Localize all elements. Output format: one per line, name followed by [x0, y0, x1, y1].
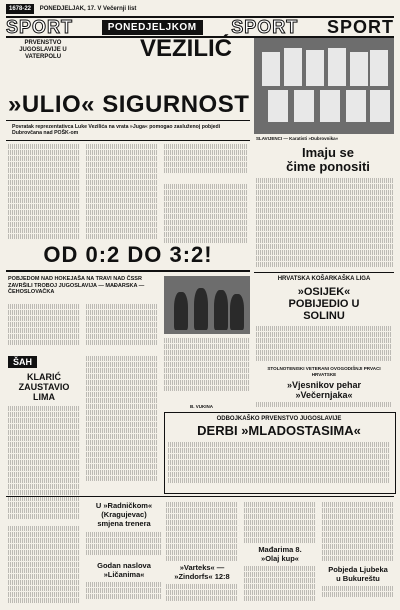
derbi-text: [168, 442, 390, 488]
hokej-text-col2: [86, 304, 158, 350]
derbi-kicker: ODBOJKAŠKO PRVENSTVO JUGOSLAVIJE: [216, 416, 342, 422]
masthead-word-left: SPORT: [6, 17, 74, 37]
karate-title-2: čime ponositi: [286, 159, 370, 174]
madarima-title-2: »Olaj kup«: [261, 554, 299, 563]
vezilic-text-col1: [8, 144, 80, 240]
kosarka-title-2: POBIJEDIO U: [288, 298, 360, 310]
ljubeka-title-1: Pobjeda Ljubeka: [328, 565, 388, 574]
divider: [6, 270, 250, 272]
masthead-section: PONEDJELJKOM: [102, 20, 203, 35]
vezilic-kicker: PRVENSTVO JUGOSLAVIJE U VATERPOLU: [19, 40, 67, 60]
vartek-title-2: »Zindorfs« 12:8: [174, 572, 230, 581]
radnicki-text: [86, 532, 162, 560]
kosarka-text: [256, 326, 392, 362]
page-number: 1678-22: [6, 4, 34, 14]
godan-title-2: »Ličanima«: [103, 570, 145, 579]
divider: [6, 120, 250, 121]
masthead-word-right1: SPORT: [231, 17, 299, 37]
vezilic-text-col2: [86, 144, 158, 240]
derbi-title: DERBI »MLADOSTASIMA«: [197, 423, 361, 438]
sah-title-3: LIMA: [33, 392, 55, 402]
vezilic-lead: Povratak reprezentativca Luke Vezilića na vrata »Juga« pomogao zasluženoj pobjedi Dubrovčana nad POŠK-om: [12, 124, 221, 136]
standings-table: [164, 176, 248, 236]
madarima-text-2: [244, 566, 316, 604]
hokej-text-col4: [86, 356, 158, 484]
madarima-text-1: [244, 502, 316, 544]
karate-text: [256, 178, 394, 268]
hokej-text-col3: [164, 338, 250, 398]
top-bar: [6, 4, 394, 14]
ljubeka-title-2: u Bukureštu: [336, 574, 380, 583]
divider: [6, 140, 250, 141]
kosarka-title-1: »OSIJEK«: [297, 286, 351, 298]
score-headline: OD 0:2 DO 3:2!: [43, 242, 213, 267]
signature: B. VUKINA: [190, 404, 214, 409]
vartek-text-1: [166, 502, 238, 562]
vezilic-subtitle: »ULIO« SIGURNOST: [8, 91, 250, 118]
vezilic-text-col3: [164, 144, 248, 174]
godan-title-1: Godan naslova: [97, 561, 151, 570]
karate-title-1: Imaju se: [301, 145, 355, 160]
dateline: PONEDJELJAK, 17. V Večernji list: [39, 6, 137, 12]
veterani-kicker: STOLNOTENISKI VETERANI OVOGODIŠNJI PRVACI HRVATSKE: [267, 366, 381, 377]
divider: [6, 496, 394, 497]
divider: [254, 272, 394, 273]
karate-team-photo: [254, 38, 394, 134]
veterani-title-1: »Vjesnikov pehar: [286, 380, 362, 390]
radnicki-title-2: (Kragujevac): [101, 510, 147, 519]
sah-title-2: ZAUSTAVIO: [18, 382, 70, 392]
sah-label: ŠAH: [8, 356, 37, 368]
radnicki-title-3: smjena trenera: [97, 519, 151, 528]
sah-text: [8, 406, 80, 522]
hokej-text-col1: [8, 304, 80, 350]
sah-text-cont: [8, 526, 80, 604]
madarima-title-1: Mađarima 8.: [258, 545, 302, 554]
veterani-text: [256, 402, 392, 410]
kosarka-kicker: HRVATSKA KOŠARKAŠKA LIGA: [277, 276, 371, 282]
vartek-text-2: [166, 584, 238, 604]
vartek-title-1: »Varteks« —: [179, 563, 225, 572]
veterani-title-2: »Večernjaka«: [295, 390, 353, 400]
hokej-photo: [164, 276, 250, 334]
sah-title-1: KLARIĆ: [27, 372, 61, 382]
kosarka-title-3: SOLINU: [303, 310, 345, 322]
vezilic-title: VEZILIĆ: [140, 35, 233, 62]
masthead-word-right2: SPORT: [326, 17, 394, 37]
radnicki-title-1: U »Radničkom«: [95, 501, 153, 510]
ljubeka-text-2: [322, 586, 394, 604]
ljubeka-text-1: [322, 502, 394, 564]
godan-text: [86, 582, 162, 604]
karate-caption: SLAVIJENCI — Karatisti »Dubrovnika«: [256, 136, 339, 141]
hokej-title: POBJEDOM NAD HOKEJAŠA NA TRAVI NAD ČSSR ZAVRŠILI TROBOJ JUGOSLAVIJA — MAĐARSKA — ČEHOSLOVAČKA: [8, 276, 145, 295]
